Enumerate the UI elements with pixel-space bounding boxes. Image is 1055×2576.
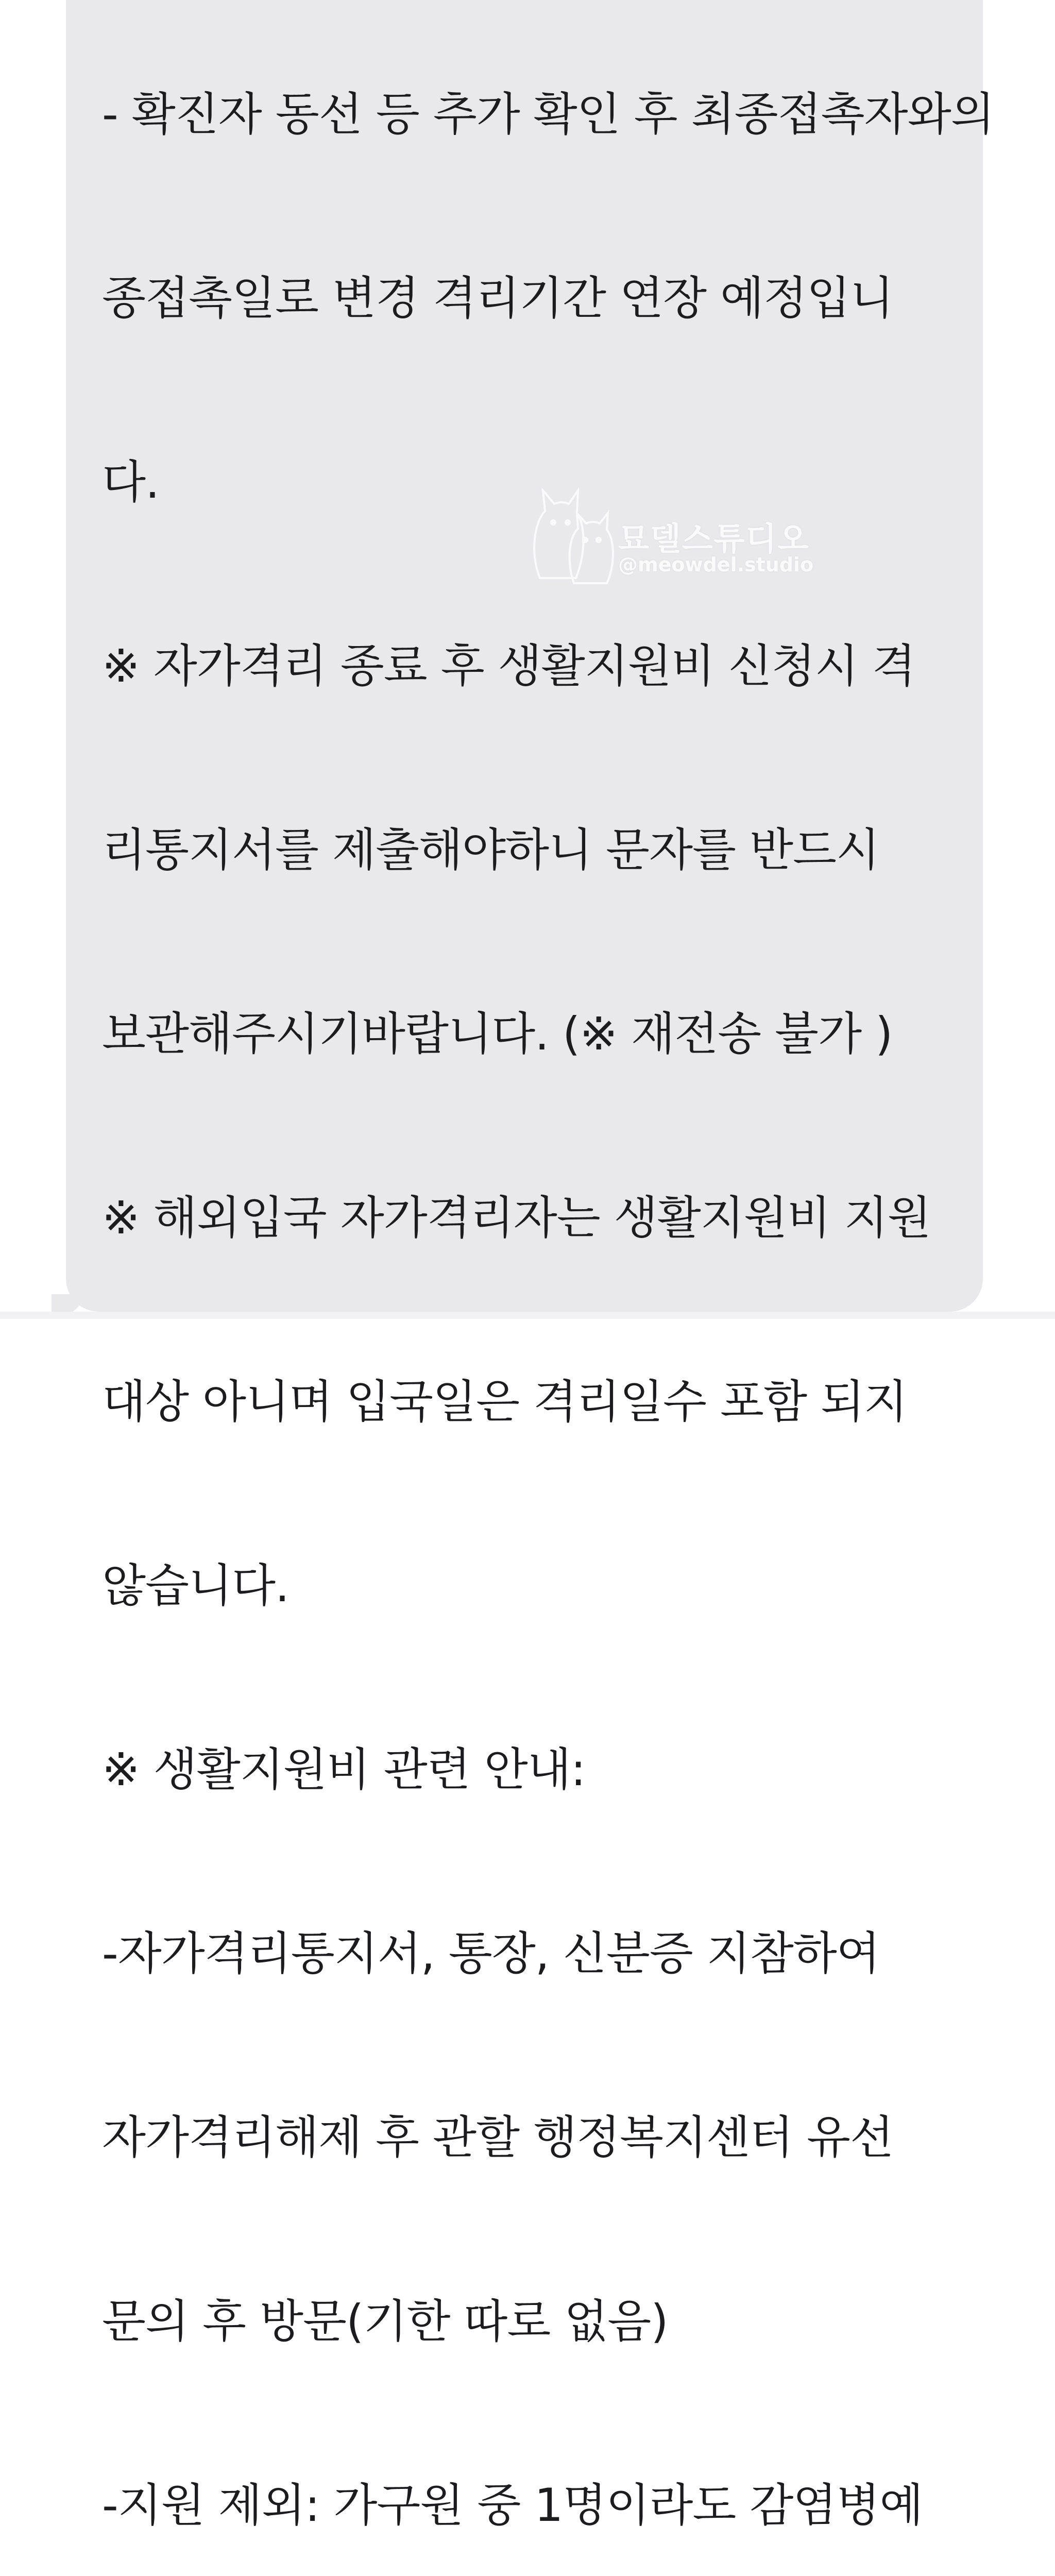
watermark-title: 묘델스튜디오 (618, 520, 810, 557)
message-line: -지원 제외: 가구원 중 1명이라도 감염병예 (102, 2479, 923, 2532)
message-line: 다. (102, 455, 159, 509)
message-line: 리통지서를 제출해야하니 문자를 반드시 (102, 823, 880, 876)
message-line: ※ 자가격리 종료 후 생활지원비 신청시 격 (102, 639, 915, 692)
message-text (102, 0, 994, 2576)
message-line: -자가격리통지서, 통장, 신분증 지참하여 (102, 1927, 880, 1980)
message-line: ※ 생활지원비 관련 안내: (102, 1743, 586, 1796)
cat-logo-icon (524, 475, 617, 594)
message-line: 않습니다. (102, 1559, 290, 1612)
watermark-handle: @meowdel.studio (618, 553, 814, 576)
watermark (524, 475, 813, 594)
message-line: 종접촉일로 변경 격리기간 연장 예정입니 (102, 272, 894, 325)
message-line: ※ 해외입국 자가격리자는 생활지원비 지원 (102, 1191, 931, 1244)
message-line: 문의 후 방문(기한 따로 없음) (102, 2295, 668, 2348)
message-line: 보관해주시기바랍니다. (※ 재전송 불가 ) (102, 1007, 893, 1060)
message-line: - 확진자 동선 등 추가 확인 후 최종접촉자와의 (102, 88, 994, 141)
message-line: 대상 아니며 입국일은 격리일수 포함 되지 (102, 1375, 908, 1428)
bottom-divider (0, 1312, 1055, 1319)
message-line: 자가격리해제 후 관할 행정복지센터 유선 (102, 2111, 894, 2164)
